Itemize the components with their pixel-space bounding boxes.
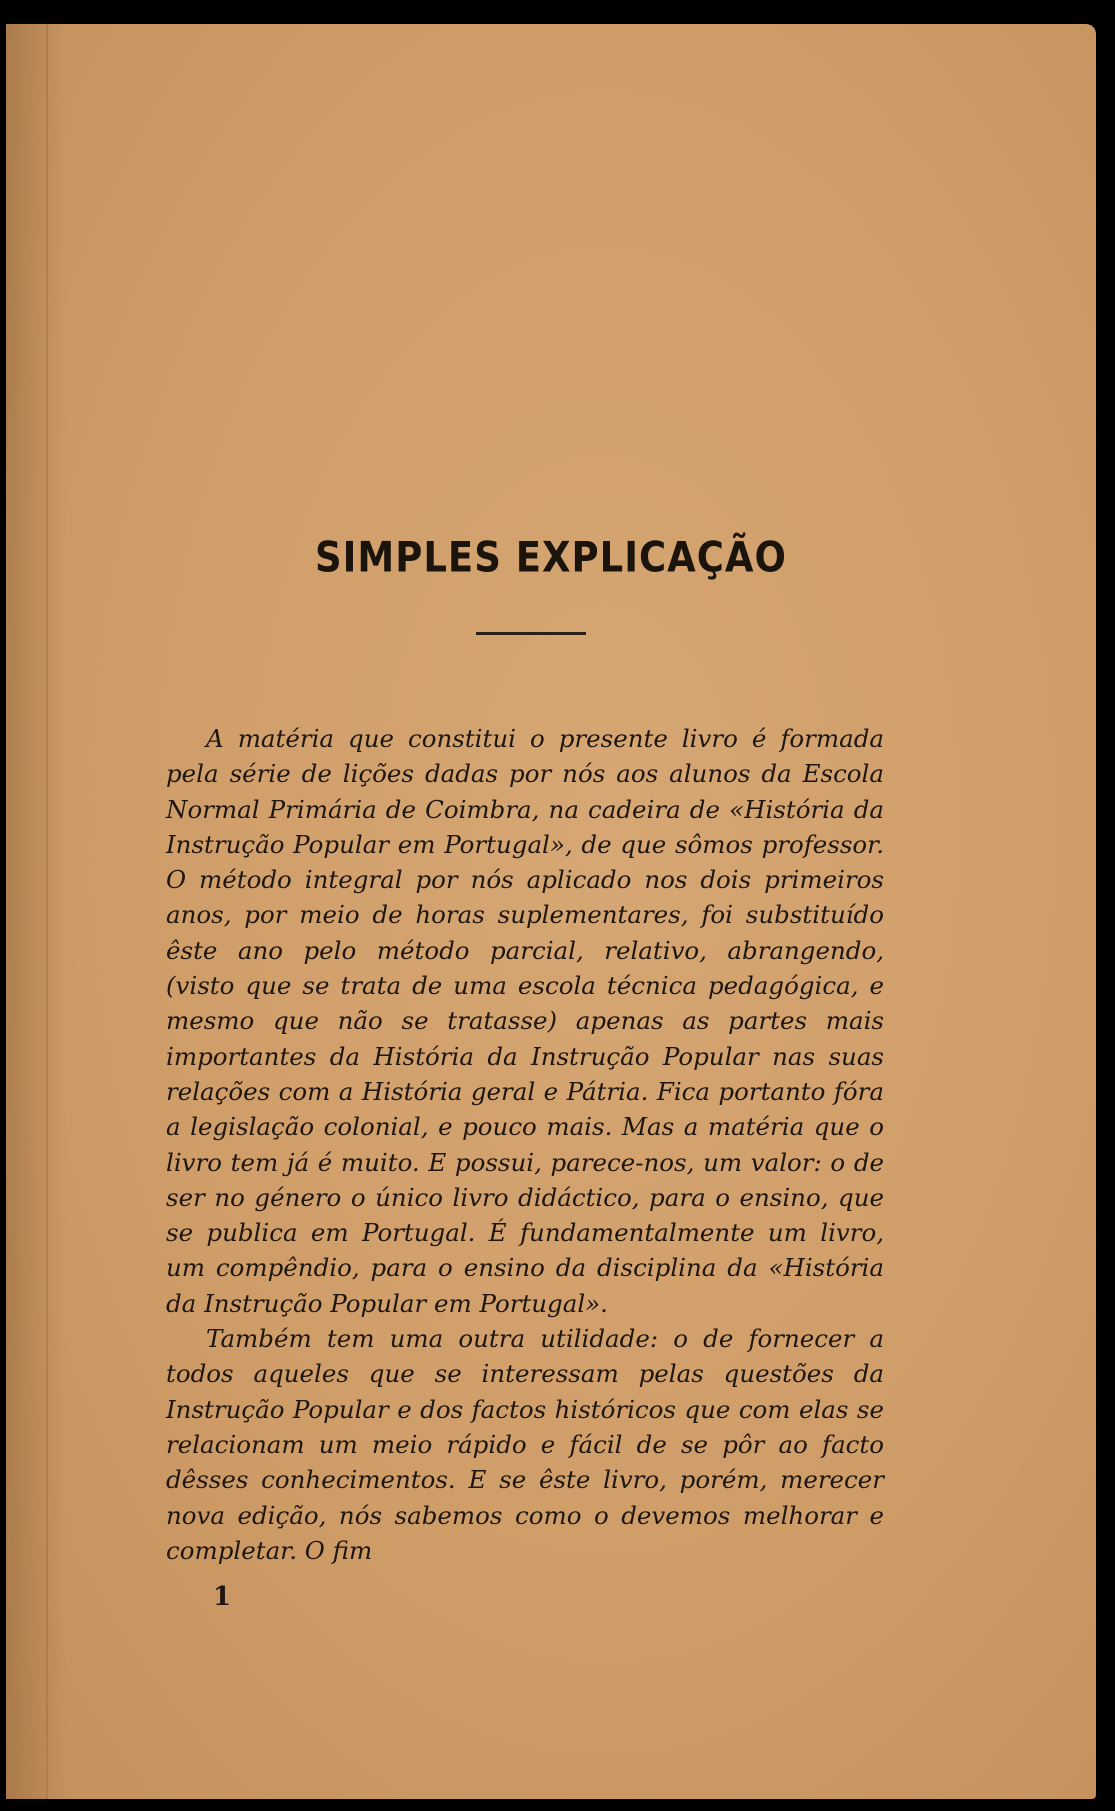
page-fold-line [46,24,48,1799]
page-number: 1 [213,1582,232,1612]
paragraph-2: Também tem uma outra utilidade: o de fornecer a todos aqueles que se interessam pelas questões da Instrução Popular e dos factos históricos que com elas se relacionam um meio rápido e fácil de se pôr ao facto dêsses conhecimentos. E se êste livro, porém, merecer nova edição, nós sabemos como o devemos melhorar e completar. O fim [166,1324,884,1565]
paragraph-1: A matéria que constitui o presente livro é formada pela série de lições dadas por nós aos alunos da Escola Normal Primária de Coimbra, na cadeira de «História da Instrução Popular em Portugal», de que sômos professor. O método integral por nós aplicado nos dois primeiros anos, por meio de horas suplementares, foi substituído êste ano pelo método parcial, relativo, abrangendo, (visto que se trata de uma escola técnica pedagógica, e mesmo que não se tratasse) apenas as partes mais importantes da História da Instrução Popular nas suas relações com a História geral e Pátria. Fica portanto fóra a legislação colonial, e pouco mais. Mas a matéria que o livro tem já é muito. E possui, parece-nos, um valor: o de ser no género o único livro didáctico, para o ensino, que se publica em Portugal. É fundamentalmente um livro, um compêndio, para o ensino da disciplina da «História da Instrução Popular em Portugal». [166,724,884,1318]
body-text [166,721,884,1568]
page-gutter-shadow [6,24,66,1799]
book-page [6,24,1096,1799]
page-title: SIMPLES EXPLICAÇÃO [314,533,788,582]
title-divider [476,632,586,635]
